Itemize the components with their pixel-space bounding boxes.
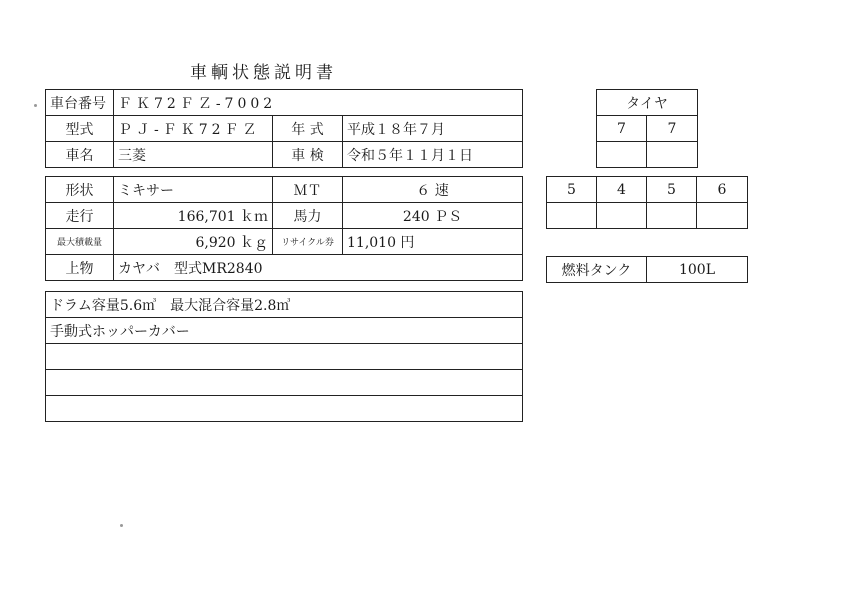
inspection-value: 令和５年１１月１日 <box>343 142 523 168</box>
tire-front-table <box>596 89 698 168</box>
tire-empty-cell <box>597 203 647 229</box>
tire-front-left: 7 <box>597 116 647 142</box>
maker-label: 車名 <box>46 142 114 168</box>
tire-rear-2: 4 <box>597 177 647 203</box>
specs-table <box>45 176 523 281</box>
inspection-label: 車 検 <box>273 142 343 168</box>
horsepower-label: 馬力 <box>273 203 343 229</box>
table-row <box>547 203 748 229</box>
table-row <box>46 370 523 396</box>
max-load-value: 6,920 ｋｇ <box>114 229 273 255</box>
tire-rear-3: 5 <box>647 177 697 203</box>
tire-empty-cell <box>647 142 698 168</box>
tire-rear-table <box>546 176 748 229</box>
transmission-value: ６ 速 <box>343 177 523 203</box>
chassis-number-label: 車台番号 <box>46 90 114 116</box>
note-line: 手動式ホッパーカバー <box>46 318 523 344</box>
note-line <box>46 370 523 396</box>
note-line <box>46 396 523 422</box>
fuel-tank-value: 100L <box>647 257 748 283</box>
table-row <box>46 142 523 168</box>
maker-value: 三菱 <box>114 142 273 168</box>
tire-front-right: 7 <box>647 116 698 142</box>
max-load-label: 最大積載量 <box>46 229 114 255</box>
fuel-tank-label: 燃料タンク <box>547 257 647 283</box>
tire-header: タイヤ <box>597 90 698 116</box>
year-label: 年 式 <box>273 116 343 142</box>
table-row <box>46 203 523 229</box>
table-row <box>547 257 748 283</box>
mileage-value: 166,701 ｋｍ <box>114 203 273 229</box>
scan-speck <box>34 104 37 107</box>
recycle-fee-value: 11,010 円 <box>343 229 523 255</box>
scan-speck <box>120 524 123 527</box>
chassis-number-value: ＦＫ72ＦＺ-7002 <box>114 90 523 116</box>
tire-rear-1: 5 <box>547 177 597 203</box>
document-title: 車輌状態説明書 <box>190 63 337 83</box>
year-value: 平成１８年７月 <box>343 116 523 142</box>
model-label: 型式 <box>46 116 114 142</box>
fuel-tank-table <box>546 256 748 283</box>
mileage-label: 走行 <box>46 203 114 229</box>
table-row <box>547 177 748 203</box>
model-value: ＰＪ-ＦＫ72ＦＺ <box>114 116 273 142</box>
notes-table <box>45 291 523 422</box>
table-row <box>597 90 698 116</box>
shape-label: 形状 <box>46 177 114 203</box>
table-row <box>46 318 523 344</box>
note-line <box>46 344 523 370</box>
body-label: 上物 <box>46 255 114 281</box>
shape-value: ミキサー <box>114 177 273 203</box>
body-value: カヤバ 型式MR2840 <box>114 255 523 281</box>
table-row <box>46 344 523 370</box>
table-row <box>597 116 698 142</box>
tire-empty-cell <box>597 142 647 168</box>
table-row <box>46 177 523 203</box>
table-row <box>46 90 523 116</box>
table-row <box>46 396 523 422</box>
table-row <box>597 142 698 168</box>
transmission-label: ＭＴ <box>273 177 343 203</box>
table-row <box>46 255 523 281</box>
recycle-fee-label: リサイクル券 <box>273 229 343 255</box>
basic-info-table <box>45 89 523 168</box>
horsepower-value: 240 ＰＳ <box>343 203 523 229</box>
tire-empty-cell <box>647 203 697 229</box>
tire-rear-4: 6 <box>697 177 748 203</box>
table-row <box>46 116 523 142</box>
note-line: ドラム容量5.6㎥ 最大混合容量2.8㎥ <box>46 292 523 318</box>
table-row <box>46 292 523 318</box>
table-row <box>46 229 523 255</box>
tire-empty-cell <box>697 203 748 229</box>
tire-empty-cell <box>547 203 597 229</box>
